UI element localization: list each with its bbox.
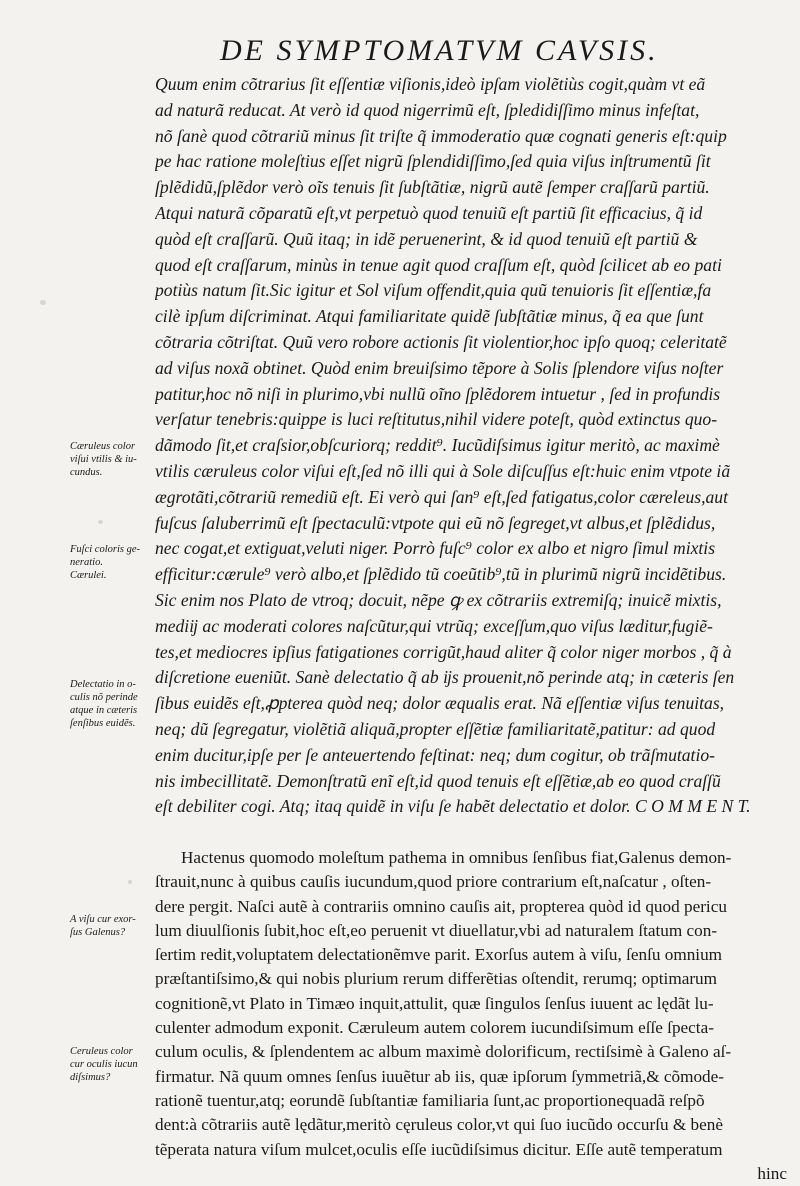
margin-note-line: cur oculis iucun <box>70 1059 138 1070</box>
text-line: potiùs natum ſit.Sic igitur et Sol viſum offendit,quia quũ tenuioris ſit eſſentiæ,fa <box>155 280 712 301</box>
commentary-text <box>155 846 787 1186</box>
text-line: nis imbecillitatẽ. Demonſtratũ enĩ eſt,id quod tenuis eſt eſſẽtiæ,ab eo quod craſſũ <box>155 770 721 791</box>
commentary-line: Hactenus quomodo moleſtum pathema in omnibus ſenſibus fiat,Galenus demon- <box>181 848 732 867</box>
text-line: vtilis cæruleus color viſui eſt,ſed nõ illi qui à Sole diſcuſſus eſt:huic enim vtpote iã <box>155 460 731 481</box>
margin-note-line: Fuſci coloris ge- <box>70 544 140 555</box>
text-line: Quum enim cõtrarius ſit eſſentiæ viſionis,ideò ipſam violẽtiùs cogit,quàm vt eã <box>155 74 706 94</box>
text-line: ad naturã reducat. At verò id quod nigerrimũ eſt, ſpledidiſſimo minus infeſtat, <box>155 99 700 120</box>
commentary-line: lum diuulſionis ſubit,hoc eſt,eo peruenit vt diuellatur,vbi ad naturalem ſtatum con- <box>155 920 718 940</box>
margin-note-line: atque in cæteris <box>70 705 138 716</box>
text-line: fuſcus ſaluberrimũ eſt ſpectaculũ:vtpote qui eũ nõ ſegreget,vt albus,et ſplẽdidus, <box>155 512 716 533</box>
commentary-line: dent:à cõtrariis autẽ lędãtur,meritò cęruleus color,vt qui ſuo iucũdo occurſu & benè <box>155 1115 724 1135</box>
commentary-line: præſtantiſsimo,& qui nobis plurium rerum differẽtias oſtendit, rerumq; optimarum <box>155 969 718 989</box>
margin-note-line: culis nõ perinde <box>70 692 138 703</box>
text-line: nõ ſanè quod cõtrariũ minus ſit triſte q̃ immoderatio quæ cognati generis eſt:quip <box>155 125 727 146</box>
commentary-line: tẽperata natura viſum mulcet,oculis eſſe iucũdiſsimus dicitur. Eſſe autẽ temperatum <box>155 1139 723 1159</box>
margin-note-line: neratio. <box>70 557 103 568</box>
margin-note <box>70 440 162 479</box>
margin-note-line: cundus. <box>70 467 103 478</box>
margin-note <box>70 1045 162 1084</box>
main-text <box>155 72 787 820</box>
commentary-line: ſertim redit,voluptatem delectationẽmve parit. Exorſus autem à viſu, ſenſu omnium <box>155 945 723 965</box>
margin-note-line: Ceruleus color <box>70 1046 133 1057</box>
commentary-line: rationẽ tuentur,atq; eorundẽ ſubſtantiæ familiaria ſunt,ac proportionequadã reſpõ <box>155 1090 705 1110</box>
text-line: eſt debiliter cogi. Atq; itaq quidẽ in viſu ſe habẽt delectatio et dolor. C O M M E N T. <box>155 796 751 817</box>
commentary-line: ſtrauit,nunc à quibus cauſis iucundum,quod priore contrarium eſt,naſcatur , oſten- <box>155 872 712 892</box>
text-line: Sic enim nos Plato de vtroq; docuit, nẽpe ꝙ ex cõtrariis extremiſq; inuicẽ mixtis, <box>155 589 722 610</box>
text-line: enim ducitur,ipſe per ſe anteuertendo feſtinat: neq; dum cogitur, ob trãſmutatio- <box>155 744 715 765</box>
commentary-line: cognitionẽ,vt Plato in Timæo inquit,attulit, quæ ſingulos ſenſus iuuent ac lędãt lu- <box>155 993 714 1013</box>
margin-note <box>70 913 162 939</box>
margin-note <box>70 678 162 730</box>
text-line: tes,et mediocres ipſius fatigationes corrigũt,haud aliter q̃ color niger morbos , q̃ à <box>155 641 732 662</box>
text-line: patitur,hoc nõ niſi in plurimo,vbi nullũ oĩno ſplẽdorem intuetur , ſed in profundis <box>155 383 721 404</box>
text-line: pe hac ratione moleſtius eſſet nigrũ ſplendidiſſimo,ſed quia viſus inſtrumentũ ſit <box>155 151 711 172</box>
margin-note-line: Cærulei. <box>70 570 107 581</box>
text-line: neq; dũ ſegregatur, violẽtiã aliquã,propter eſſẽtiæ familiaritatẽ,patitur: ad quod <box>155 718 716 739</box>
margin-note-line: viſui vtilis & iu- <box>70 454 137 465</box>
margin-note-line: diſsimus? <box>70 1072 111 1083</box>
commentary-line: culum oculis, & ſplendentem ac album maximè dolorificum, rectiſsimè à Galeno aſ- <box>155 1042 732 1062</box>
text-line: Atqui naturã cõparatũ eſt,vt perpetuò quod tenuiũ eſt partiũ ſit efficacius, q̃ id <box>155 202 703 223</box>
commentary-line: firmatur. Nã quum omnes ſenſus iuuẽtur ab iis, quæ ipſorum ſymmetriã,& cõmode- <box>155 1066 724 1086</box>
text-line: ſibus euidẽs eſt,ꝓpterea quòd neq; dolor æqualis erat. Nã eſſentiæ viſus tenuitas, <box>155 693 725 714</box>
commentary-line: culenter admodum exponit. Cæruleum autem colorem iucundiſsimum eſſe ſpecta- <box>155 1018 714 1038</box>
text-line: nec cogat,et extiguat,veluti niger. Porrò fuſc⁹ color ex albo et nigro ſimul mixtis <box>155 538 716 559</box>
margin-note-line: Cæruleus color <box>70 441 136 452</box>
commentary-line: dere pergit. Naſci autẽ à contrariis omnino cauſis ait, propterea quòd id quod pericu <box>155 896 727 916</box>
text-line: mediĳ ac moderati colores naſcũtur,qui vtrũq; exceſſum,quo viſus læditur,fugiẽ- <box>155 615 713 636</box>
text-line: efficitur:cærule⁹ verò albo,et ſplẽdido tũ coeũtib⁹,tũ in plurimũ nigrũ incidẽtibus. <box>155 564 727 585</box>
margin-note <box>70 543 162 582</box>
margin-note-line: Delectatio in o- <box>70 679 136 690</box>
text-line: ægrotãti,cõtrariũ remediũ eſt. Ei verò qui ſan⁹ eſt,ſed fatigatus,color cæreleus,aut <box>155 486 728 507</box>
running-head: DE SYMPTOMATVM CAVSIS. <box>220 34 659 67</box>
margin-note-line: ſus Galenus? <box>70 927 126 938</box>
text-line: dãmodo ſit,et craſsior,obſcuriorq; reddit⁹. Iucũdiſsimus igitur meritò, ac maximè <box>155 435 720 456</box>
catchword: hinc <box>757 1163 787 1183</box>
text-line: cilè ipſum diſcriminat. Atqui familiaritate quidẽ ſubſtãtiæ minus, q̃ ea que ſunt <box>155 306 704 327</box>
text-line: quod eſt craſſarum, minùs in tenue agit quod craſſum eſt, quòd ſcilicet ab eo pati <box>155 254 722 275</box>
margin-note-line: ſenſibus euidẽs. <box>70 718 136 729</box>
margin-note-line: A viſu cur exor- <box>70 914 136 925</box>
text-line: cõtraria cõtriſtat. Quũ vero robore actionis ſit violentior,hoc ipſo quoq; celeritatẽ <box>155 331 727 352</box>
text-line: ſplẽdidũ,ſplẽdor verò oĩs tenuis ſit ſubſtãtiæ, nigrũ autẽ ſemper craſſarũ partiũ. <box>155 177 710 198</box>
text-line: ad viſus noxã obtinet. Quòd enim breuiſsimo tẽpore à Solis ſplendore viſus noſter <box>155 357 724 378</box>
text-line: verſatur tenebris:quippe is luci reſtitutus,nihil videre poteſt, quòd extinctus quo- <box>155 409 718 430</box>
text-line: diſcretione eueniũt. Sanè delectatio q̃ ab ĳs prouenit,nõ perinde atq; in cæteris ſen <box>155 667 735 688</box>
text-line: quòd eſt craſſarũ. Quũ itaq; in idẽ peruenerint, & id quod tenuiũ eſt partiũ & <box>155 228 698 249</box>
